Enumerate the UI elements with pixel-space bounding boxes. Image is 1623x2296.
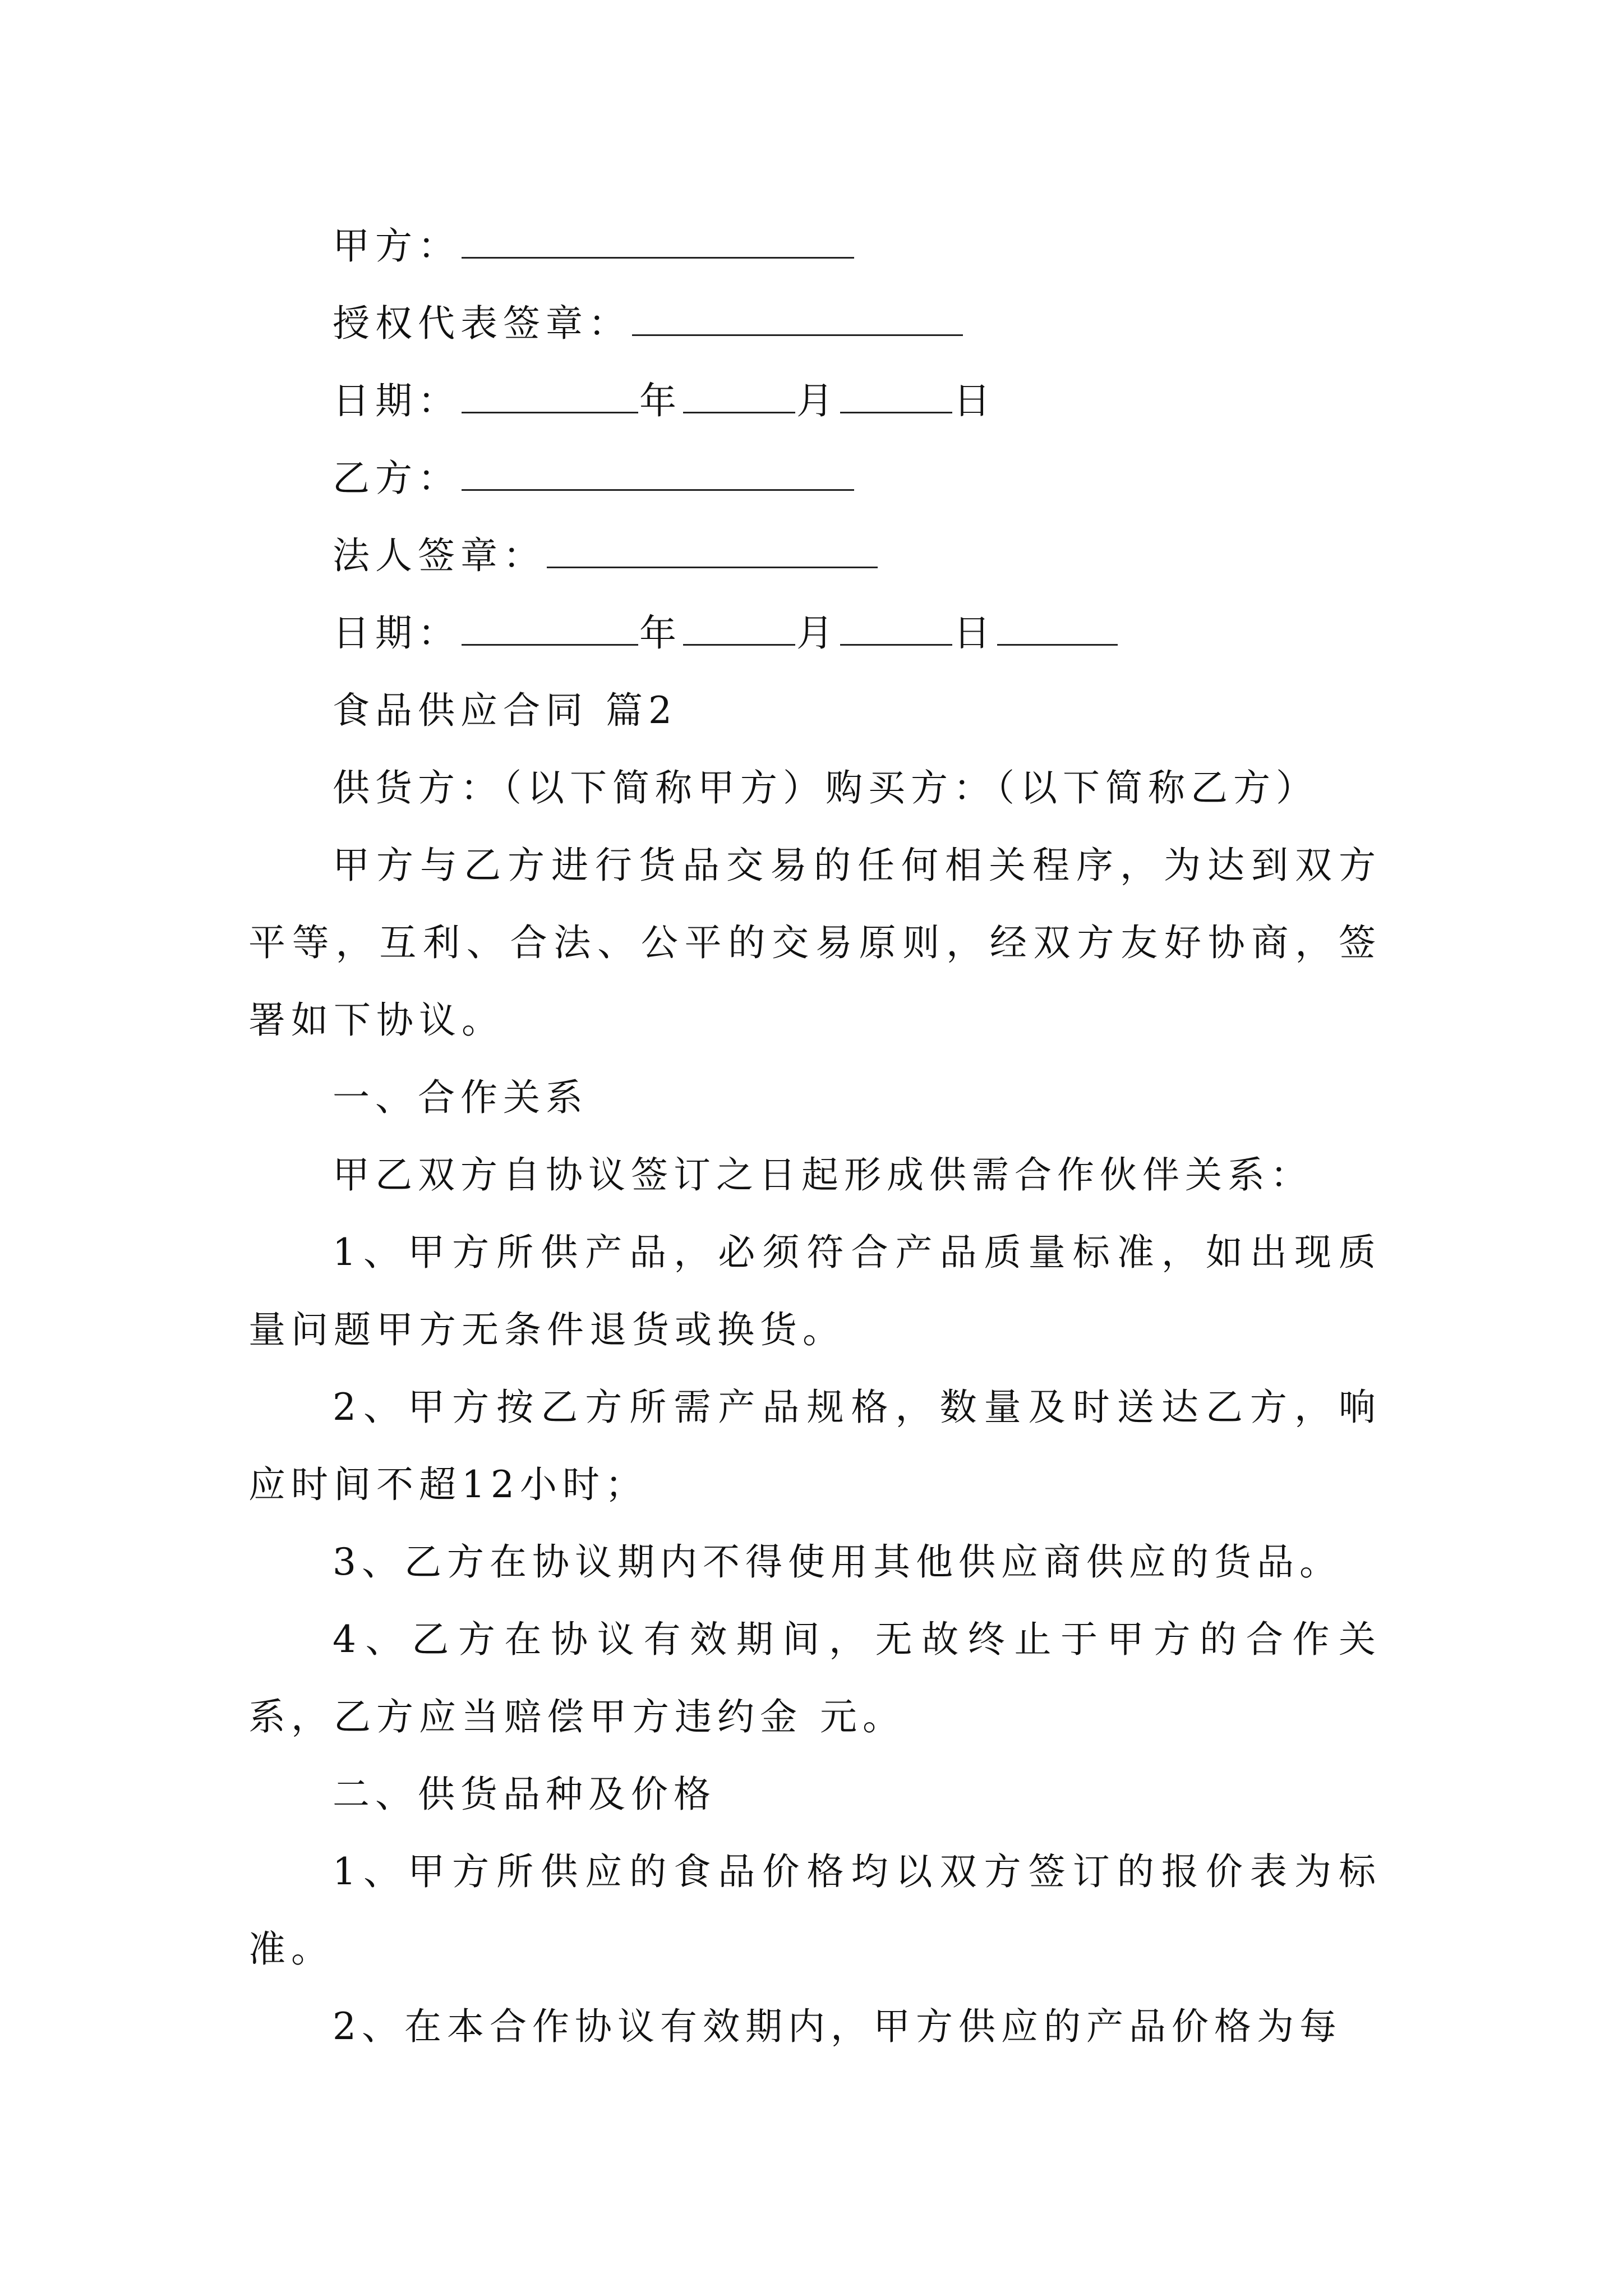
year-blank-2 (462, 609, 638, 646)
date2-label: 日期： (333, 611, 460, 655)
auth-rep-blank (632, 300, 963, 336)
month-label-2: 月 (796, 611, 839, 655)
clause-1-1: 1、甲方所供产品，必须符合产品质量标准，如出现质量问题甲方无条件退货或换货。 (248, 1231, 1381, 1351)
month-blank-1 (683, 377, 795, 413)
party-a-line (248, 208, 1381, 285)
date1-label: 日期： (333, 379, 460, 422)
clause-2-2: 2、在本合作协议有效期内，甲方供应的产品价格为每 (333, 2005, 1342, 2048)
party-b-label: 乙方： (333, 457, 460, 500)
section-title: 食品供应合同 篇2 (333, 689, 677, 732)
party-b-blank (462, 454, 854, 491)
day-label-2: 日 (953, 611, 996, 655)
clause-1-2: 2、甲方按乙方所需产品规格，数量及时送达乙方，响应时间不超12小时； (248, 1386, 1381, 1506)
day-blank-2 (840, 609, 952, 646)
trailing-blank-2 (997, 609, 1118, 646)
legal-rep-label: 法人签章： (333, 534, 546, 577)
clause-2-1: 1、甲方所供应的食品价格均以双方签订的报价表为标准。 (248, 1850, 1381, 1971)
auth-rep-line (248, 285, 1381, 362)
auth-rep-label: 授权代表签章： (333, 302, 631, 345)
section-lead-1: 甲乙双方自协议签订之日起形成供需合作伙伴关系： (333, 1153, 1313, 1197)
section-heading-2: 二、供货品种及价格 (333, 1773, 716, 1816)
legal-rep-line (248, 517, 1381, 595)
clause-1-3: 3、乙方在协议期内不得使用其他供应商供应的货品。 (333, 1540, 1342, 1584)
month-blank-2 (683, 609, 795, 646)
party-a-label: 甲方： (333, 224, 460, 268)
document-body (248, 208, 1381, 2065)
month-label-1: 月 (796, 379, 839, 422)
year-label-1: 年 (639, 379, 682, 422)
parties-line: 供货方：（以下简称甲方）购买方：（以下简称乙方） (333, 766, 1318, 809)
year-label-2: 年 (639, 611, 682, 655)
clause-1-4: 4、乙方在协议有效期间，无故终止于甲方的合作关系，乙方应当赔偿甲方违约金 元。 (248, 1618, 1381, 1738)
date-line-1 (248, 362, 1381, 440)
legal-rep-blank (547, 532, 878, 568)
party-b-line (248, 440, 1381, 517)
date-line-2 (248, 595, 1381, 672)
section-heading-1: 一、合作关系 (333, 1076, 588, 1119)
party-a-blank (462, 222, 854, 259)
day-blank-1 (840, 377, 952, 413)
day-label-1: 日 (953, 379, 996, 422)
year-blank-1 (462, 377, 638, 413)
intro-paragraph: 甲方与乙方进行货品交易的任何相关程序，为达到双方平等，互利、合法、公平的交易原则，经双方友好协商，签署如下协议。 (248, 844, 1381, 1042)
